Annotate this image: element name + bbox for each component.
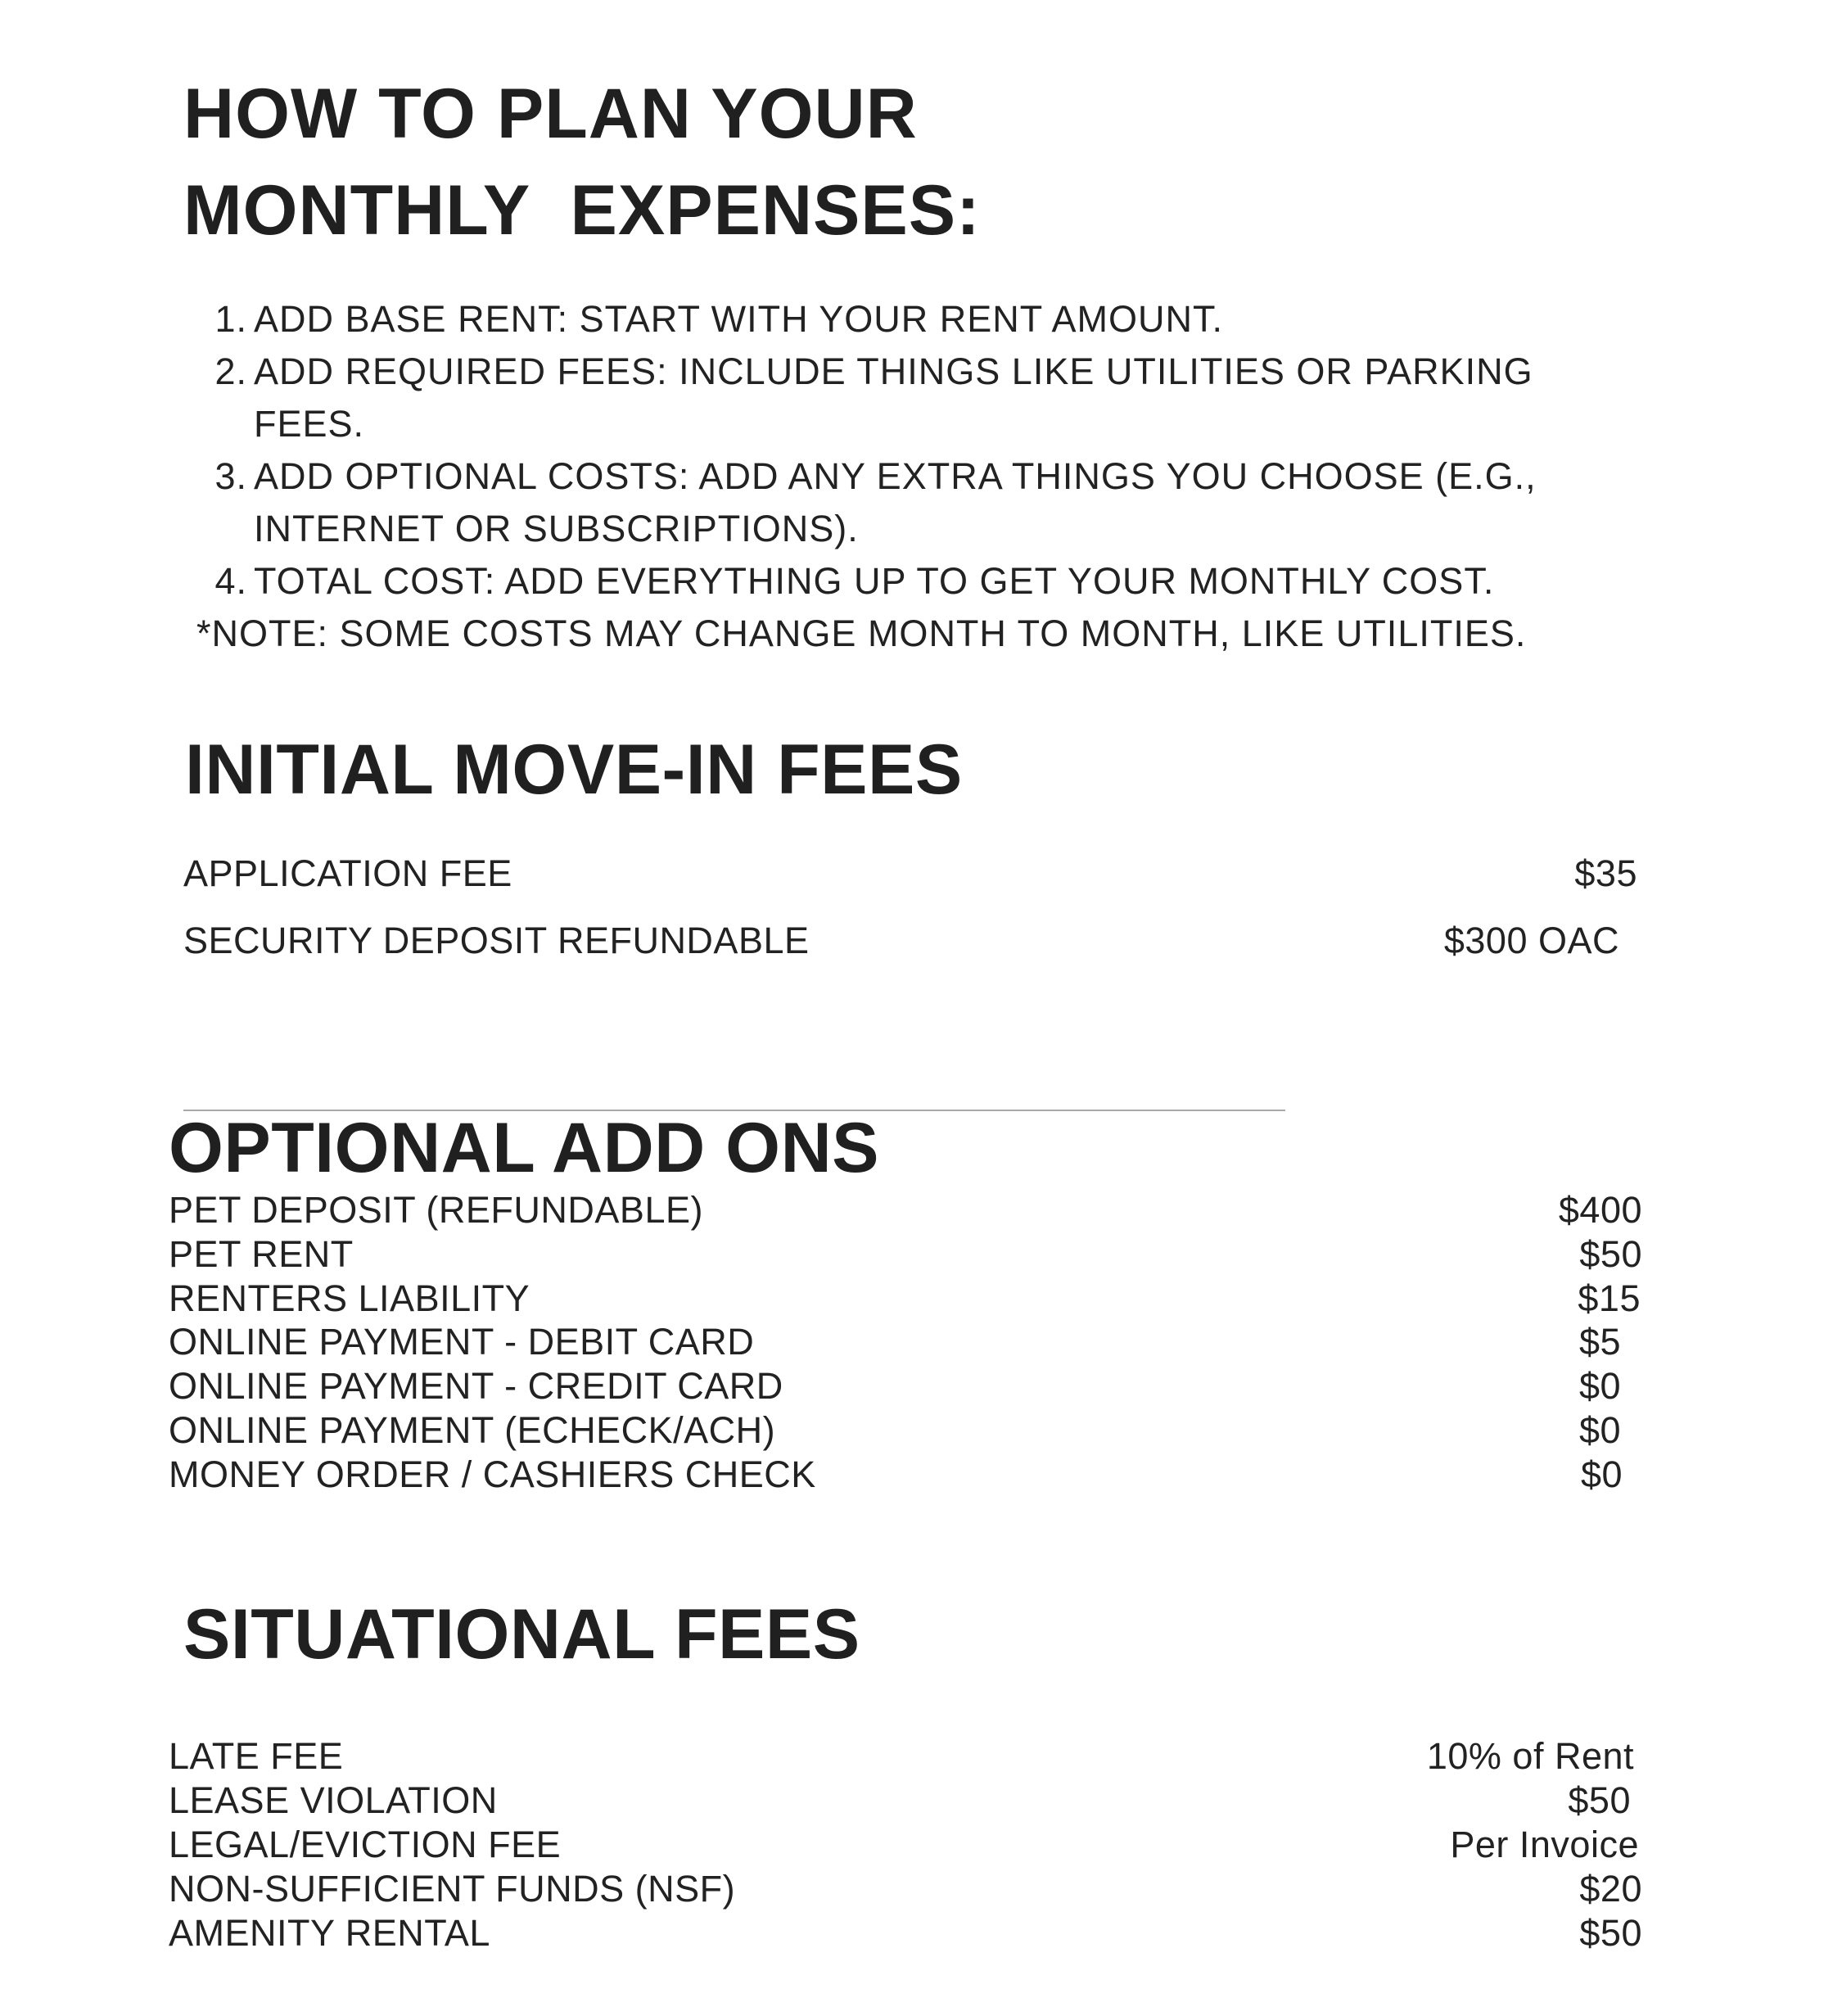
situational-fee-value: $50 [1579,1912,1642,1954]
initial-fee-value: $35 [1574,852,1637,894]
add-on-label: ONLINE PAYMENT - DEBIT CARD [169,1321,755,1363]
step-item [188,293,1662,346]
situational-fee-label: LEGAL/EVICTION FEE [169,1824,562,1865]
step-text: ADD OPTIONAL COSTS: ADD ANY EXTRA THINGS YOU CHOOSE (E.G., INTERNET OR SUBSCRIPTIONS). [254,455,1537,549]
page-title [183,66,981,259]
initial-fee-value: $300 OAC [1443,920,1619,961]
add-on-value: $15 [1578,1277,1641,1319]
add-on-label: ONLINE PAYMENT - CREDIT CARD [169,1365,783,1407]
step-number: 2. [214,350,247,392]
add-on-label: PET RENT [169,1233,354,1275]
steps-list [188,293,1662,660]
add-on-label: RENTERS LIABILITY [169,1277,530,1319]
add-on-label: MONEY ORDER / CASHIERS CHECK [169,1453,816,1495]
situational-fee-label: LATE FEE [169,1735,344,1777]
situational-fee-value: $20 [1579,1868,1642,1910]
page-title-line-2: MONTHLY EXPENSES: [183,171,981,250]
add-on-value: $400 [1558,1189,1642,1231]
add-on-value: $0 [1578,1365,1621,1407]
step-item [188,450,1662,555]
situational-fee-value: Per Invoice [1450,1824,1639,1865]
add-on-value: $50 [1579,1233,1642,1275]
initial-fee-label: SECURITY DEPOSIT REFUNDABLE [183,920,810,961]
optional-add-ons-title: OPTIONAL ADD ONS [169,1109,880,1187]
add-on-label: ONLINE PAYMENT (ECHECK/ACH) [169,1409,776,1451]
situational-fee-value: 10% of Rent [1426,1735,1634,1777]
step-number: 1. [214,298,247,340]
step-text: ADD REQUIRED FEES: INCLUDE THINGS LIKE UTILITIES OR PARKING FEES. [254,350,1533,445]
situational-fee-label: AMENITY RENTAL [169,1912,490,1954]
add-on-value: $0 [1580,1453,1623,1495]
initial-fee-label: APPLICATION FEE [183,852,512,894]
situational-fee-label: NON-SUFFICIENT FUNDS (NSF) [169,1868,736,1910]
step-number: 4. [214,560,247,602]
situational-fees-title: SITUATIONAL FEES [183,1595,860,1674]
page-title-line-1: HOW TO PLAN YOUR [183,75,918,153]
add-on-label: PET DEPOSIT (REFUNDABLE) [169,1189,703,1231]
step-number: 3. [214,455,247,497]
initial-fees-title: INITIAL MOVE-IN FEES [185,730,963,809]
note-text: *NOTE: SOME COSTS MAY CHANGE MONTH TO MONTH, LIKE UTILITIES. [196,612,1527,654]
add-on-value: $5 [1578,1321,1621,1363]
add-on-value: $0 [1578,1409,1621,1451]
step-item [188,555,1662,608]
step-item [188,346,1662,450]
step-text: ADD BASE RENT: START WITH YOUR RENT AMOUNT. [254,298,1223,340]
step-text: TOTAL COST: ADD EVERYTHING UP TO GET YOUR MONTHLY COST. [254,560,1495,602]
situational-fee-value: $50 [1568,1779,1631,1821]
situational-fee-label: LEASE VIOLATION [169,1779,498,1821]
